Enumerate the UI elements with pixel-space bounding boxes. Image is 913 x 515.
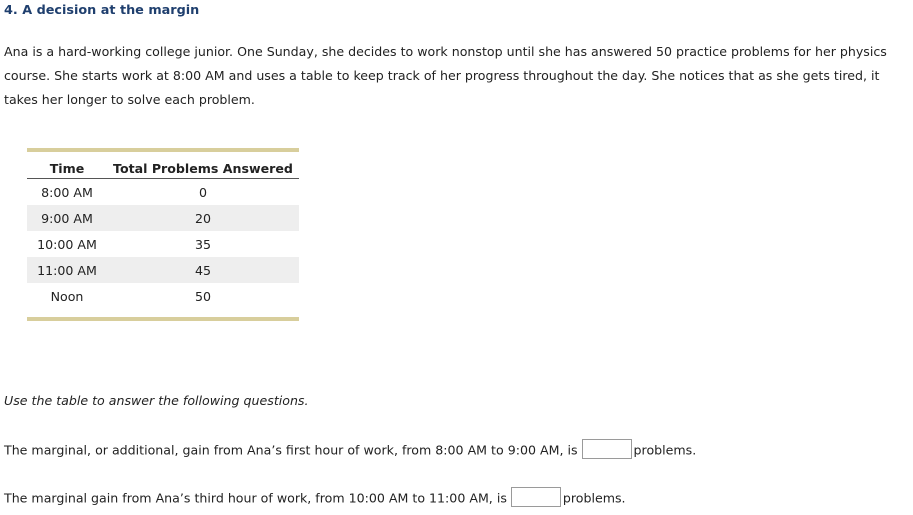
table-bottom-rule — [27, 317, 299, 321]
table-top-rule — [27, 148, 299, 152]
time-cell: 9:00 AM — [27, 205, 107, 231]
answer-input-2[interactable] — [511, 487, 561, 507]
total-cell: 45 — [107, 257, 299, 283]
total-cell: 20 — [107, 205, 299, 231]
question-2-suffix: problems. — [562, 490, 626, 506]
question-1-prompt: The marginal, or additional, gain from Ana’s first hour of work, from 8:00 AM to 9:00 AM, is — [4, 442, 578, 458]
question-1 — [4, 441, 696, 461]
total-cell: 0 — [198, 184, 207, 200]
question-2-prompt: The marginal gain from Ana’s third hour of work, from 10:00 AM to 11:00 AM, is — [4, 490, 507, 506]
problem-description: Ana is a hard-working college junior. One Sunday, she decides to work nonstop until she has answered 50 practice problems for her physics course. She starts work at 8:00 AM and uses a table to keep track of her progress throughout the day. She notices that as she gets tired, it takes her longer to solve each problem. — [4, 44, 887, 107]
question-title: 4. A decision at the margin — [4, 3, 200, 18]
time-cell: 11:00 AM — [27, 257, 107, 283]
total-cell: 35 — [194, 236, 212, 252]
column-header-time: Time — [27, 158, 107, 179]
table-row — [27, 179, 299, 206]
column-header-total: Total Problems Answered — [107, 158, 299, 179]
table-row — [27, 283, 299, 309]
instructions: Use the table to answer the following questions. — [4, 393, 309, 408]
total-cell: 50 — [194, 288, 212, 304]
question-1-suffix: problems. — [633, 442, 697, 458]
table-row — [27, 231, 299, 257]
time-cell: Noon — [50, 288, 84, 304]
question-2 — [4, 489, 626, 509]
progress-table — [27, 148, 299, 309]
table-header-row — [27, 158, 299, 179]
table-row — [27, 205, 299, 231]
table-row — [27, 257, 299, 283]
time-cell: 10:00 AM — [37, 236, 97, 252]
data-table — [27, 158, 299, 309]
answer-input-1[interactable] — [582, 439, 632, 459]
time-cell: 8:00 AM — [41, 184, 93, 200]
